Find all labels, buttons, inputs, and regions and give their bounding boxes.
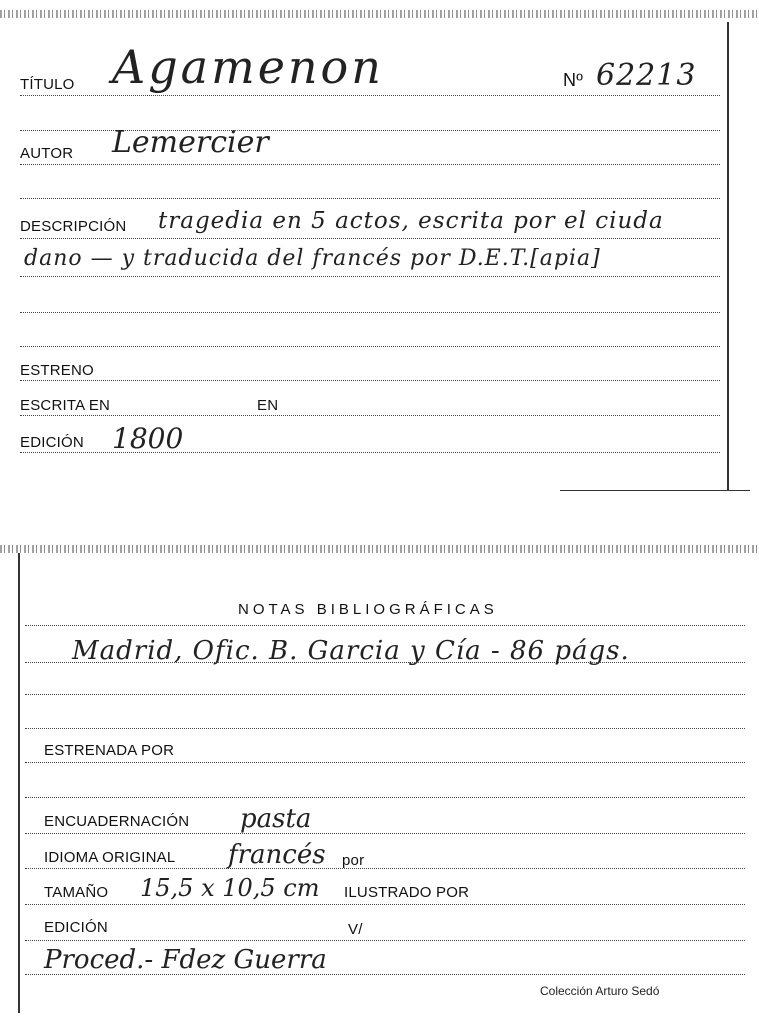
autor-value: Lemercier (112, 125, 269, 160)
card-back-left-border (18, 553, 20, 1013)
dotted-line (20, 198, 720, 199)
tamano-value: 15,5 x 10,5 cm (140, 874, 320, 902)
autor-label: AUTOR (20, 145, 74, 162)
descripcion-label: DESCRIPCIÓN (20, 218, 127, 235)
descripcion-line-1: tragedia en 5 actos, escrita por el ciuda (158, 208, 664, 234)
descripcion-line-2: dano — y traducida del francés por D.E.T.[apia] (24, 246, 601, 271)
dotted-line (25, 868, 745, 869)
dotted-line (25, 797, 745, 798)
estreno-label: ESTRENO (20, 362, 94, 379)
encuadernacion-value: pasta (240, 804, 312, 834)
edicion-back-label: EDICIÓN (44, 919, 108, 936)
dotted-line (25, 904, 745, 905)
dotted-line (20, 415, 720, 416)
idioma-value: francés (228, 840, 326, 870)
edicion-value: 1800 (112, 422, 184, 455)
dotted-line (25, 762, 745, 763)
card-front-right-border (727, 22, 729, 490)
notas-title: NOTAS BIBLIOGRÁFICAS (238, 601, 498, 618)
card-back-torn-edge (0, 545, 759, 553)
dotted-line (20, 276, 720, 277)
edicion-label: EDICIÓN (20, 434, 84, 451)
dotted-line (20, 164, 720, 165)
card-front-bottom-edge (560, 490, 750, 491)
proced-value: Proced.- Fdez Guerra (44, 945, 327, 975)
ilustrado-label: ILUSTRADO POR (344, 884, 470, 901)
dotted-line (20, 312, 720, 313)
titulo-label: TÍTULO (20, 76, 75, 93)
dotted-line (20, 380, 720, 381)
encuadernacion-label: ENCUADERNACIÓN (44, 813, 190, 830)
footer-coleccion: Colección Arturo Sedó (540, 984, 660, 998)
escrita-en-label: ESCRITA EN (20, 397, 111, 414)
notas-value: Madrid, Ofic. B. Garcia y Cía - 86 págs. (72, 636, 630, 666)
dotted-line (25, 940, 745, 941)
tamano-label: TAMAÑO (44, 884, 109, 901)
dotted-line (25, 728, 745, 729)
dotted-line (25, 833, 745, 834)
dotted-line (20, 95, 720, 96)
v-label: V/ (348, 921, 363, 938)
dotted-line (20, 238, 720, 239)
por-label: por (342, 852, 365, 869)
estrenada-por-label: ESTRENADA POR (44, 742, 175, 759)
numero-label: Nº (563, 70, 583, 90)
dotted-line (25, 625, 745, 626)
idioma-label: IDIOMA ORIGINAL (44, 849, 176, 866)
titulo-value: Agamenon (112, 40, 384, 94)
en-label: EN (257, 397, 279, 414)
numero-value: 62213 (596, 58, 697, 93)
card-front-torn-edge (0, 10, 759, 18)
dotted-line (25, 694, 745, 695)
dotted-line (20, 346, 720, 347)
